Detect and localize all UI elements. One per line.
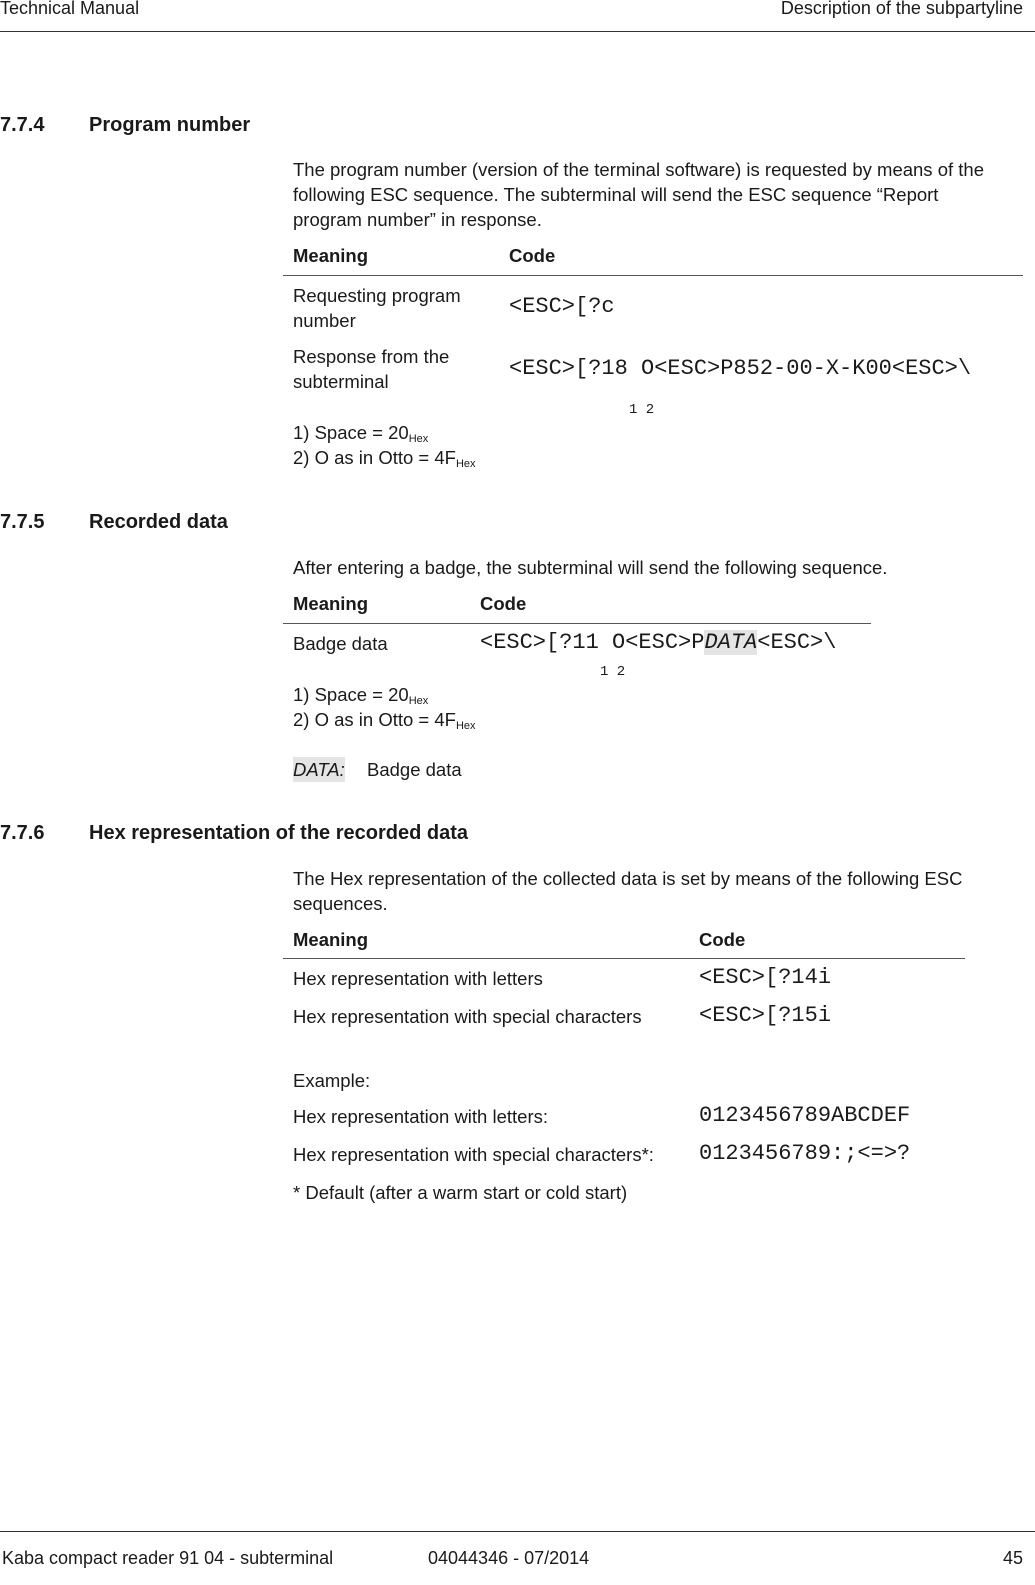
intro-776-line1: The Hex representation of the collected data is set by means of the following ESC [293,868,963,889]
example1-meaning: Hex representation with letters: [293,1106,549,1127]
table-774-header-code: Code [509,245,556,266]
note-775-otto: 2) O as in Otto = $4F_{Hex}$ [293,709,476,732]
intro-776-line2: sequences. [293,893,388,914]
footer-page-number: 45 [1002,1548,1023,1568]
section-number-774: 7.7.4 [0,114,45,136]
table-774-row2-code: <ESC>[?18 O<ESC>P852-00-X-K00<ESC>\ [509,356,972,381]
data-placeholder: DATA [704,630,758,655]
page-footer [0,1531,1035,1585]
default-note: * Default (after a warm start or cold start) [293,1182,628,1203]
section-number-775: 7.7.5 [0,511,45,533]
example2-code: 0123456789:;<=>? [699,1141,911,1166]
table-776-row1-meaning: Hex representation with letters [293,968,543,989]
page-header [0,0,1035,32]
intro-775: After entering a badge, the subterminal will send the following sequence. [293,557,888,578]
footnote-marks-775: 1 2 [600,664,626,680]
table-775-rule [283,623,871,624]
table-775-header-meaning: Meaning [293,593,369,614]
header-title: Technical Manual [0,0,140,18]
header-section: Description of the subpartyline [780,0,1023,18]
footer-product: Kaba compact reader 91 04 - subterminal [2,1548,334,1568]
table-774-row1-meaning-line2: number [293,310,356,331]
intro-774-line2: following ESC sequence. The subterminal will send the ESC sequence “Report [293,184,939,205]
note-774-otto: 2) O as in Otto = $4F_{Hex}$ [293,447,476,470]
table-775-row-meaning: Badge data [293,633,388,654]
table-774-row1-code: <ESC>[?c [509,294,615,319]
section-number-776: 7.7.6 [0,822,45,844]
example1-code: 0123456789ABCDEF [699,1103,911,1128]
table-775-row-code: <ESC>[?11 O<ESC>PDATA<ESC>\ [480,630,837,655]
example-label: Example: [293,1070,371,1091]
table-776-header-code: Code [699,929,746,950]
data-description: Badge data [367,759,462,780]
table-774-rule [283,275,1023,276]
table-775-header-code: Code [480,593,527,614]
intro-774-line3: program number” in response. [293,209,542,230]
table-774-row2-meaning-line2: subterminal [293,371,389,392]
table-774-row2-meaning-line1: Response from the [293,346,450,367]
table-774-header-meaning: Meaning [293,245,369,266]
table-776-row2-meaning: Hex representation with special characters [293,1006,642,1027]
data-label: DATA: [293,759,345,780]
note-775-space: 1) Space = $20_{Hex}$ [293,684,429,707]
section-title-774: Program number [89,114,251,136]
table-774-row1-meaning-line1: Requesting program [293,285,461,306]
table-776-row1-code: <ESC>[?14i [699,965,832,990]
note-774-space: 1) Space = $20_{Hex}$ [293,422,429,445]
table-776-header-meaning: Meaning [293,929,369,950]
section-title-775: Recorded data [89,511,228,533]
footer-doc-number: 04044346 - 07/2014 [428,1548,590,1568]
footnote-marks-774: 1 2 [629,402,655,418]
table-776-row2-code: <ESC>[?15i [699,1003,832,1028]
intro-774-line1: The program number (version of the terminal software) is requested by means of the [293,159,984,180]
example2-meaning: Hex representation with special characters*: [293,1144,654,1165]
table-776-rule [283,958,965,959]
section-title-776: Hex representation of the recorded data [89,822,468,844]
